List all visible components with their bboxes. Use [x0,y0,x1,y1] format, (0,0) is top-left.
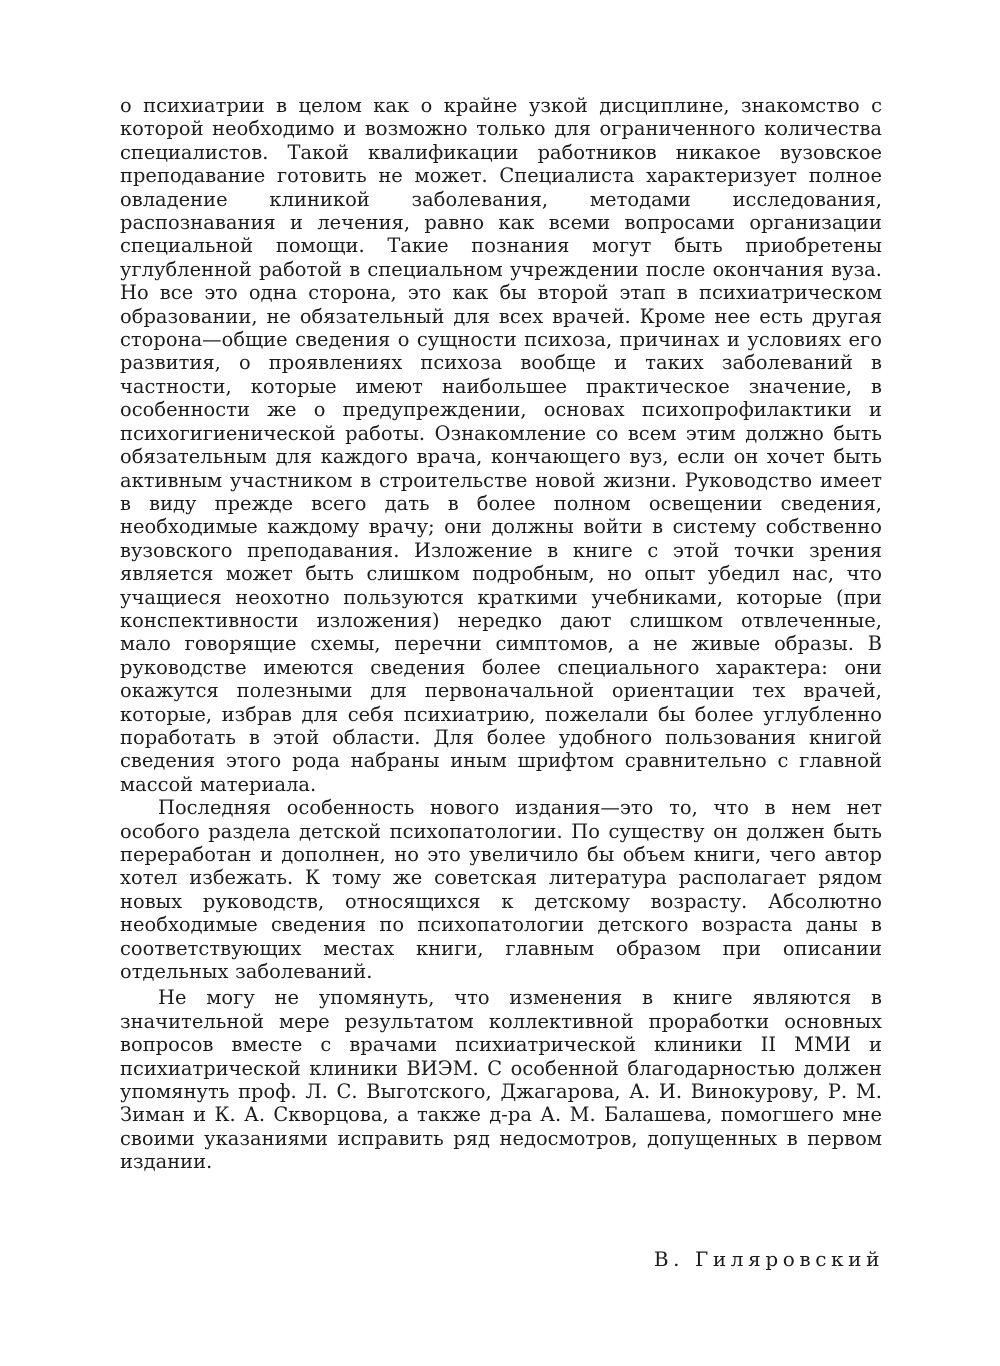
document-body [120,94,882,1174]
paragraph-continuation: о психиатрии в целом как о крайне узкой дисциплине, знакомство с которой необходимо и возможно только для ограниченного количества специалистов. Такой квалификации работников никакое вузовское преподавание готовить не может. Специалиста характеризует полное овладение клиникой заболевания, методами исследования, распознавания и лечения, равно как всеми вопросами организации специальной помощи. Такие познания могут быть приобретены углубленной работой в специальном учреждении после окончания вуза. Но все это одна сторона, это как бы второй этап в психиатрическом образовании, не обязательный для всех врачей. Кроме нее есть другая сторона—общие сведения о сущности психоза, причинах и условиях его развития, о проявлениях психоза вообще и таких заболеваний в частности, которые имеют наибольшее практическое значение, в особенности же о предупреждении, основах психопрофилактики и психогигиенической работы. Ознакомление со всем этим должно быть обязательным для каждого врача, кончающего вуз, если он хочет быть активным участником в строительстве новой жизни. Руководство имеет в виду прежде всего дать в более полном освещении сведения, необходимые каждому врачу; они должны войти в систему собственно вузовского преподавания. Изложение в книге с этой точки зрения является может быть слишком подробным, но опыт убедил нас, что учащиеся неохотно пользуются краткими учебниками, которые (при конспективности изложения) нередко дают слишком отвлеченные, мало говорящие схемы, перечни симптомов, а не живые образы. В руководстве имеются сведения более специального характера: они окажутся полезными для первоначальной ориентации тех врачей, которые, избрав для себя психиатрию, пожелали бы более углубленно поработать в этой области. Для более удобного пользования книгой сведения этого рода набраны иным шрифтом сравнительно с главной массой материала. [120,94,882,796]
author-signature: В. Гиляровский [653,1247,884,1271]
paragraph-acknowledgements: Не могу не упомянуть, что изменения в книге являются в значительной мере результатом коллективной проработки основных вопросов вместе с врачами психиатрической клиники II ММИ и психиатрической клиники ВИЭМ. С особенной благодарностью должен упомянуть проф. Л. С. Выготского, Джагарова, А. И. Винокурову, Р. М. Зиман и К. А. Скворцова, а также д-ра А. М. Балашева, помогшего мне своими указаниями исправить ряд недосмотров, допущенных в первом издании. [120,986,882,1174]
paragraph-child-psychopathology: Последняя особенность нового издания—это то, что в нем нет особого раздела детской психопатологии. По существу он должен быть переработан и дополнен, но это увеличило бы объем книги, чего автор хотел избежать. К тому же советская литература располагает рядом новых руководств, относящихся к детскому возрасту. Абсолютно необходимые сведения по психопатологии детского возраста даны в соответствующих местах книги, главным образом при описании отдельных заболеваний. [120,796,882,984]
